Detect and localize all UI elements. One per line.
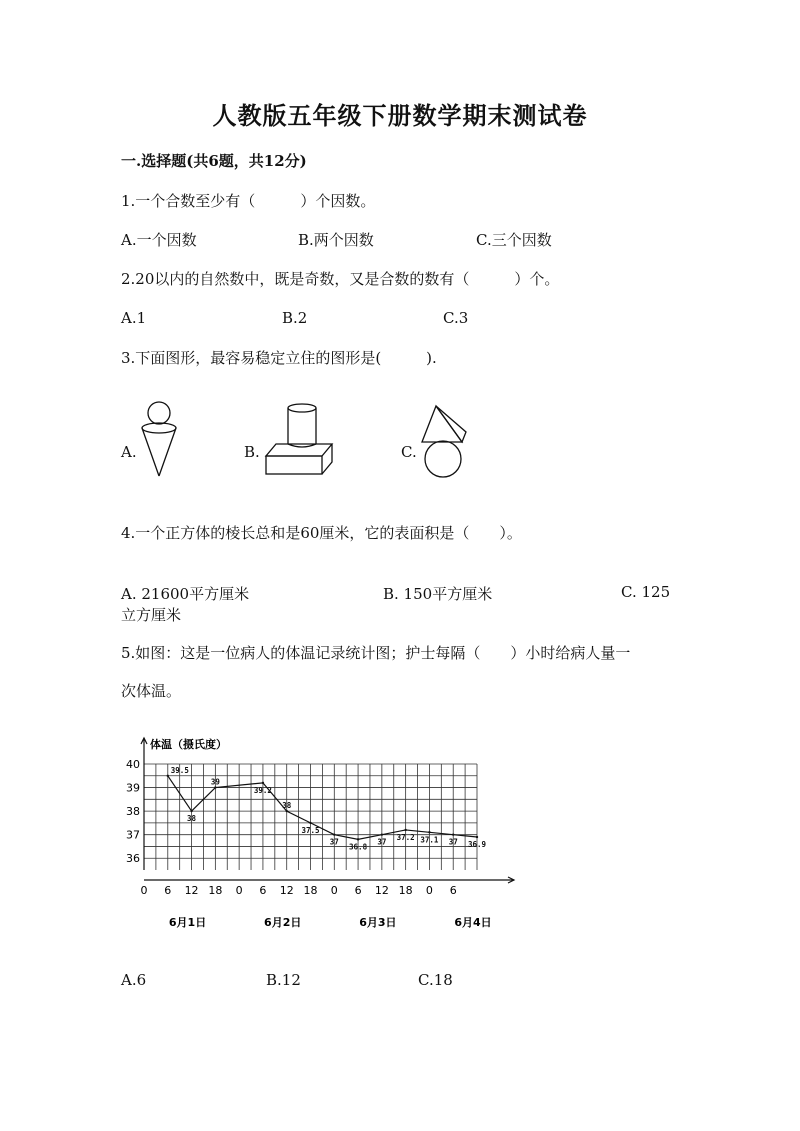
section-heading: 一.选择题(共6题，共12分) bbox=[121, 152, 307, 170]
cone-on-ball-figure bbox=[418, 404, 474, 478]
question-3: 3.下面图形，最容易稳定立住的图形是( ). bbox=[121, 349, 437, 367]
q2-option-a: A.1 bbox=[121, 309, 147, 327]
question-5-line-1: 5.如图：这是一位病人的体温记录统计图；护士每隔（ ）小时给病人量一 bbox=[121, 644, 631, 662]
temperature-line-chart bbox=[120, 728, 540, 928]
y-tick-label: 36 bbox=[126, 852, 140, 866]
x-tick-label: 12 bbox=[374, 884, 389, 897]
temperature-point bbox=[452, 833, 454, 835]
x-tick-label: 12 bbox=[279, 884, 294, 897]
data-label: 37 bbox=[448, 837, 458, 847]
x-day-label: 6月1日 bbox=[168, 916, 207, 928]
x-tick-label: 12 bbox=[184, 884, 199, 897]
data-label: 36.9 bbox=[467, 840, 487, 850]
data-label: 39 bbox=[210, 777, 220, 787]
question-1: 1.一个合数至少有（ ）个因数。 bbox=[121, 192, 376, 210]
question-5-line-2: 次体温。 bbox=[121, 682, 182, 700]
cylinder-on-cuboid-figure bbox=[262, 400, 338, 478]
y-tick-label: 40 bbox=[126, 758, 140, 771]
x-tick-label: 0 bbox=[425, 884, 433, 897]
temperature-point bbox=[428, 831, 430, 833]
temperature-point bbox=[357, 838, 359, 840]
q5-option-a: A.6 bbox=[121, 971, 147, 989]
temperature-point bbox=[309, 822, 311, 824]
q3-option-b: B. bbox=[244, 443, 260, 461]
x-tick-label: 18 bbox=[303, 884, 318, 897]
temperature-point bbox=[214, 786, 216, 788]
x-tick-label: 0 bbox=[330, 884, 338, 897]
data-label: 37 bbox=[377, 837, 387, 847]
x-tick-label: 6 bbox=[354, 884, 362, 897]
q2-option-b: B.2 bbox=[282, 309, 308, 327]
q4-option-b: B. 150平方厘米 bbox=[383, 585, 493, 603]
x-day-label: 6月4日 bbox=[454, 916, 492, 928]
temperature-point bbox=[476, 836, 478, 838]
data-label: 37.5 bbox=[301, 825, 320, 835]
x-tick-label: 6 bbox=[449, 884, 457, 897]
question-2: 2.20以内的自然数中，既是奇数，又是合数的数有（ ）个。 bbox=[121, 270, 560, 288]
q5-option-c: C.18 bbox=[418, 971, 453, 989]
chart-data-labels bbox=[171, 766, 487, 852]
x-day-label: 6月3日 bbox=[359, 916, 397, 928]
temperature-point bbox=[333, 833, 335, 835]
data-label: 36.8 bbox=[349, 842, 368, 852]
y-axis-label: 体温（摄氏度） bbox=[150, 738, 227, 751]
temperature-point bbox=[286, 810, 288, 812]
x-tick-label: 6 bbox=[164, 884, 172, 897]
cone-with-ball-figure bbox=[135, 398, 195, 480]
x-tick-label: 18 bbox=[208, 884, 223, 897]
data-label: 38 bbox=[282, 801, 292, 811]
q5-option-b: B.12 bbox=[266, 971, 301, 989]
x-tick-label: 6 bbox=[259, 884, 267, 897]
q1-option-c: C.三个因数 bbox=[476, 231, 552, 249]
x-day-label: 6月2日 bbox=[264, 916, 302, 928]
question-4: 4.一个正方体的棱长总和是60厘米，它的表面积是（ ）。 bbox=[121, 524, 522, 542]
chart-axes bbox=[141, 737, 514, 883]
x-tick-label: 18 bbox=[398, 884, 413, 897]
data-label: 39.5 bbox=[170, 765, 189, 775]
x-tick-label: 0 bbox=[140, 884, 148, 897]
q4-option-a: A. 21600平方厘米 bbox=[121, 585, 250, 603]
page-title: 人教版五年级下册数学期末测试卷 bbox=[212, 101, 588, 130]
q4-option-c-unit: 立方厘米 bbox=[121, 606, 182, 624]
q1-option-b: B.两个因数 bbox=[298, 231, 374, 249]
data-label: 37 bbox=[329, 837, 339, 847]
data-label: 37.1 bbox=[420, 835, 439, 845]
q3-option-c: C. bbox=[401, 443, 417, 461]
data-label: 37.2 bbox=[396, 832, 415, 842]
data-label: 39.2 bbox=[253, 785, 272, 795]
q4-option-c: C. 125 bbox=[621, 583, 671, 601]
y-tick-label: 37 bbox=[126, 828, 140, 842]
q3-option-a: A. bbox=[121, 443, 137, 461]
temperature-point bbox=[190, 810, 192, 812]
y-tick-label: 39 bbox=[126, 781, 140, 795]
q2-option-c: C.3 bbox=[443, 309, 469, 327]
temperature-point bbox=[262, 782, 264, 784]
x-tick-label: 0 bbox=[235, 884, 243, 897]
temperature-point bbox=[381, 833, 383, 835]
y-tick-label: 38 bbox=[126, 805, 140, 819]
data-label: 38 bbox=[187, 814, 197, 824]
q1-option-a: A.一个因数 bbox=[121, 231, 197, 249]
temperature-point bbox=[167, 775, 169, 777]
temperature-point bbox=[404, 829, 406, 831]
